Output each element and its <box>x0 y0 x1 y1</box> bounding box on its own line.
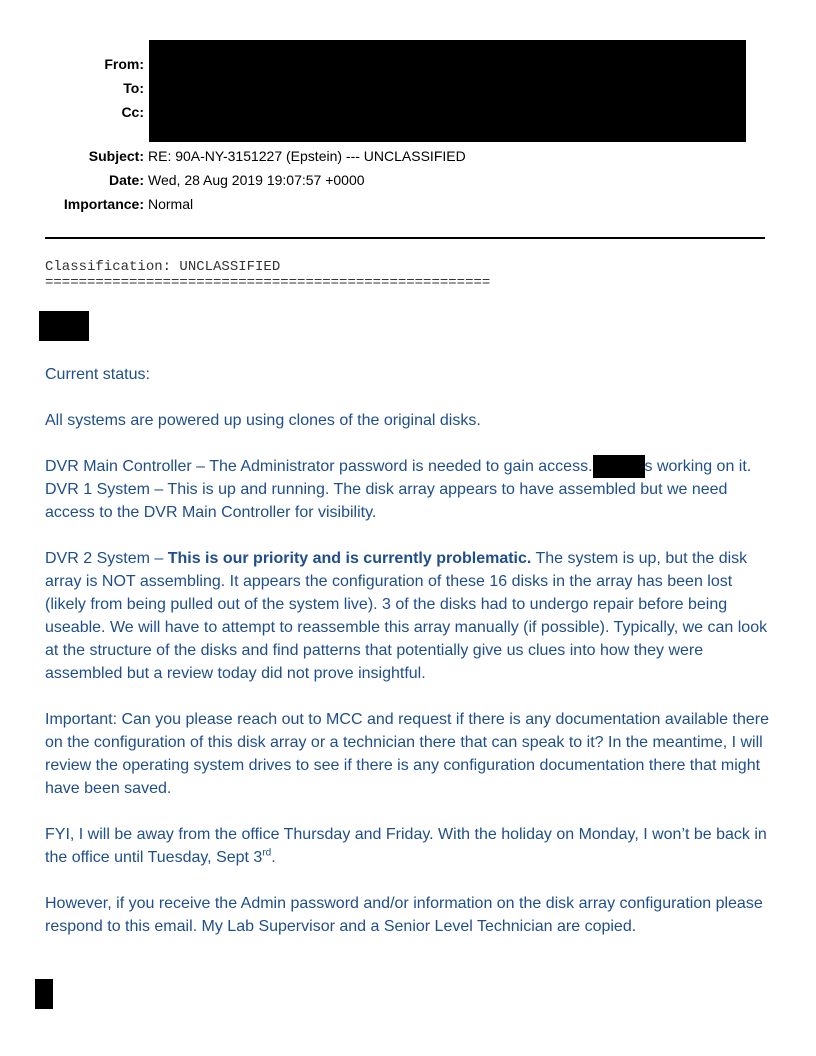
classification-line: Classification: UNCLASSIFIED <box>45 259 281 275</box>
dvr-main-text-start: DVR Main Controller – The Administrator password is needed to gain access. <box>45 458 593 475</box>
salutation-redaction <box>39 311 89 341</box>
paragraph-all-systems: All systems are powered up using clones of the original disks. <box>45 412 481 429</box>
cc-label: Cc: <box>121 104 144 120</box>
dvr-2-priority-emphasis: This is our priority and is currently problematic. <box>167 550 532 567</box>
header-divider <box>45 237 765 239</box>
name-redaction <box>593 455 645 478</box>
from-label: From: <box>104 56 144 72</box>
fyi-text: FYI, I will be away from the office Thursday and Friday. With the holiday on Monday, I won’t be back in the office until Tuesday, Sept 3 <box>45 826 767 866</box>
signature-redaction <box>35 979 53 1009</box>
dvr-2-prefix: DVR 2 System – <box>45 550 168 567</box>
to-label: To: <box>123 80 144 96</box>
dvr-main-text-end: s working on it. <box>644 458 752 475</box>
fyi-end: . <box>271 849 276 866</box>
paragraph-dvr-main <box>45 455 775 478</box>
subject-value: RE: 90A-NY-3151227 (Epstein) --- UNCLASSIFIED <box>148 148 466 164</box>
header-redaction-block <box>149 40 746 142</box>
paragraph-fyi <box>45 823 775 869</box>
paragraph-important: Important: Can you please reach out to MCC and request if there is any documentation available there on the configuration of this disk array or a technician there that can speak to it? In the meantime, I will review the operating system drives to see if there is any configuration documentation there that might have been saved. <box>45 711 769 797</box>
subject-label: Subject: <box>88 148 144 164</box>
email-body <box>45 363 775 938</box>
status-heading: Current status: <box>45 366 150 383</box>
importance-label: Importance: <box>63 196 144 212</box>
paragraph-however: However, if you receive the Admin password and/or information on the disk array configuration please respond to this email. My Lab Supervisor and a Senior Level Technician are copied. <box>45 895 763 935</box>
classification-separator: ===================================================== <box>45 275 491 291</box>
date-label: Date: <box>108 172 144 188</box>
importance-value: Normal <box>148 196 194 212</box>
paragraph-dvr-2 <box>45 547 775 685</box>
dvr-2-details: The system is up, but the disk array is NOT assembling. It appears the configuration of these 16 disks in the array has been lost (likely from being pulled out of the system live). 3 of the disks had to undergo repair before being useable. We will have to attempt to reassemble this array manually (if possible). Typically, we can look at the structure of the disks and find patterns that potentially give us clues into how they were assembled but a review today did not prove insightful. <box>45 550 768 682</box>
fyi-ordinal-suffix: rd <box>262 847 272 859</box>
date-value: Wed, 28 Aug 2019 19:07:57 +0000 <box>148 172 365 188</box>
paragraph-dvr-1: DVR 1 System – This is up and running. The disk array appears to have assembled but we need access to the DVR Main Controller for visibility. <box>45 481 728 521</box>
